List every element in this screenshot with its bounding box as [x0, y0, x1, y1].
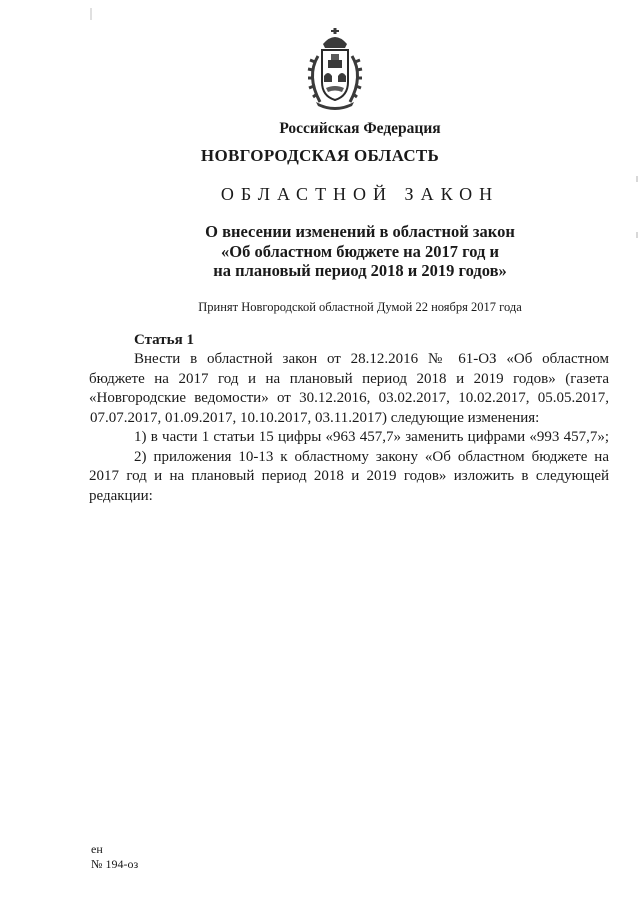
law-title-line: «Об областном бюджете на 2017 год и: [220, 241, 500, 261]
article-line: 1) в части 1 статьи 15 цифры «963 457,7» заменить цифрами «993 457,7»;: [134, 429, 609, 445]
article-heading: Статья 1: [134, 332, 194, 348]
scan-artifact: [636, 232, 638, 238]
article-body: [89, 350, 609, 506]
article-line: Внести в областной закон от 28.12.2016 № 61-ОЗ «Об областном: [134, 351, 609, 367]
article-line: бюджете на 2017 год и на плановый период 2018 и 2019 годов» (газета: [89, 370, 609, 387]
document-type: ОБЛАСТНОЙ ЗАКОН: [220, 184, 500, 204]
region-name: НОВГОРОДСКАЯ ОБЛАСТЬ: [200, 146, 440, 165]
executor-initials: ен: [91, 842, 103, 856]
law-title-line: на плановый период 2018 и 2019 годов»: [213, 261, 507, 280]
country-name: Российская Федерация: [279, 120, 441, 137]
article-line: «Новгородские ведомости» от 30.12.2016, 03.02.2017, 10.02.2017, 05.05.2017,: [89, 390, 609, 406]
article-line: редакции:: [89, 487, 153, 504]
document-footer: [91, 842, 138, 872]
article-line: 2017 год и на плановый период 2018 и 2019 годов» изложить в следующей: [89, 468, 609, 484]
novgorod-coat-of-arms-icon: [298, 26, 372, 112]
law-title: [40, 222, 640, 281]
article-line: 07.07.2017, 01.09.2017, 10.10.2017, 03.11.2017) следующие изменения:: [90, 409, 540, 426]
law-number: № 194-оз: [91, 857, 139, 871]
article-line: 2) приложения 10-13 к областному закону «Об областном бюджете на: [134, 448, 609, 465]
scan-artifact: [90, 8, 92, 20]
adoption-note: Принят Новгородской областной Думой 22 ноября 2017 года: [198, 300, 522, 314]
law-title-line: О внесении изменений в областной закон: [205, 222, 515, 241]
scan-artifact: [636, 176, 638, 182]
